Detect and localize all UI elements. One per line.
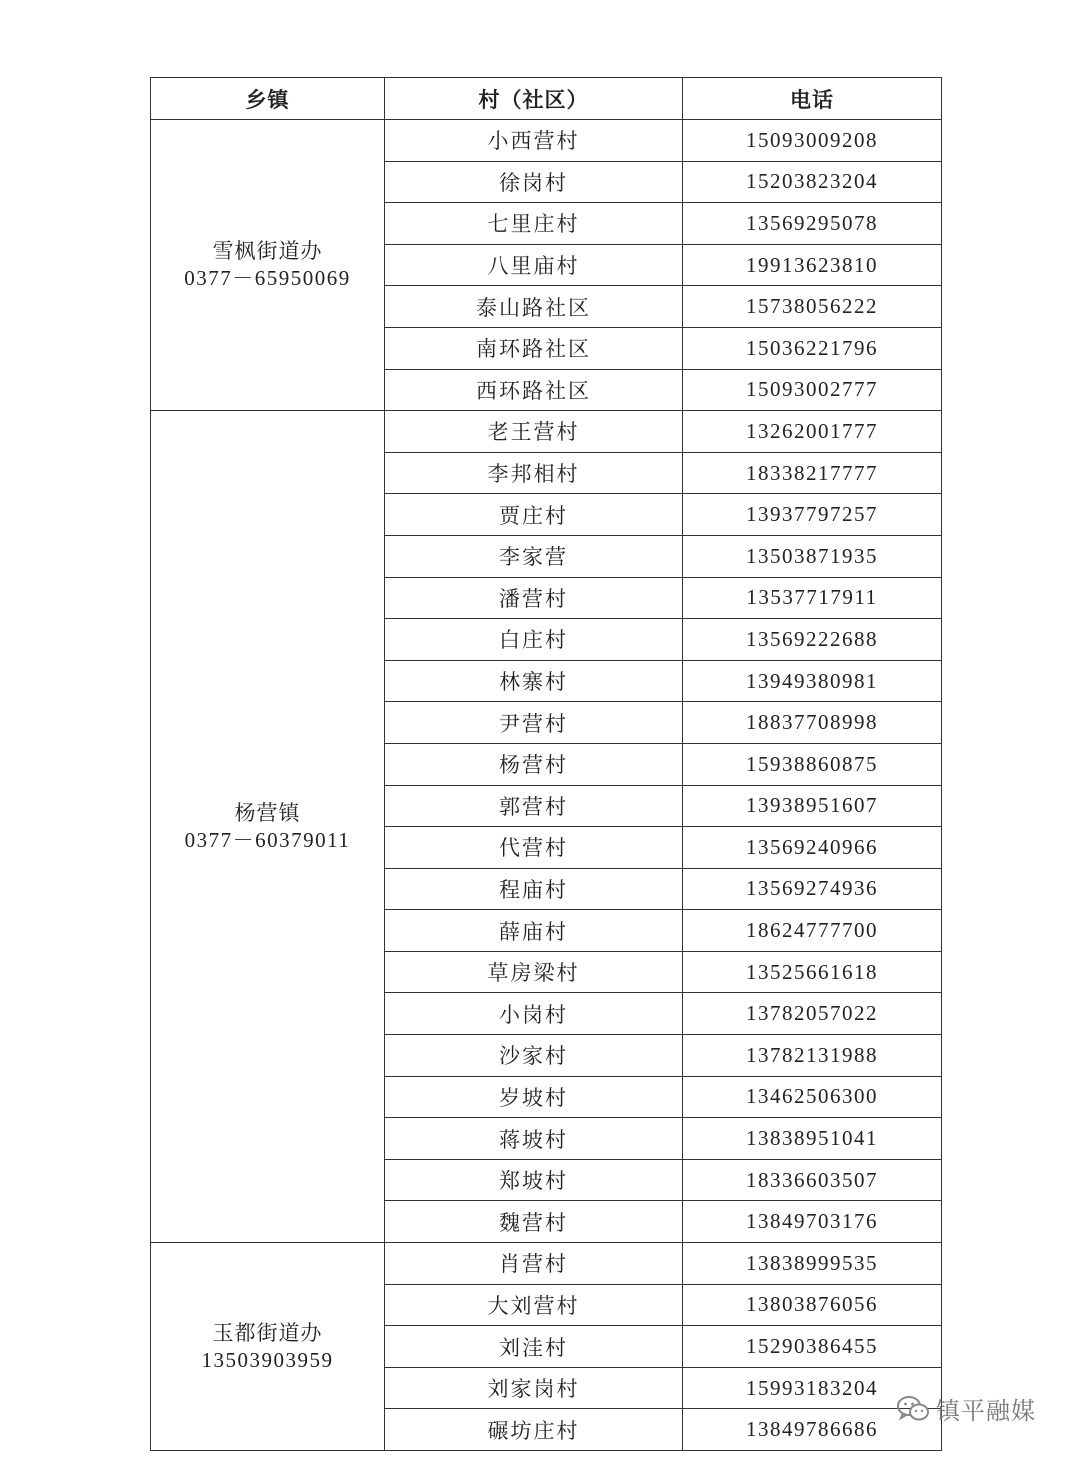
village-cell: 白庄村 (385, 619, 683, 661)
wechat-icon (896, 1394, 930, 1424)
village-cell: 泰山路社区 (385, 286, 683, 328)
town-phone: 0377－60379011 (184, 827, 351, 852)
phone-cell: 15093009208 (683, 120, 942, 162)
town-name: 雪枫街道办 (212, 239, 323, 264)
phone-cell: 13569240966 (683, 827, 942, 869)
village-cell: 贾庄村 (385, 494, 683, 536)
phone-cell: 13838951041 (683, 1118, 942, 1160)
village-cell: 潘营村 (385, 577, 683, 619)
phone-cell: 15203823204 (683, 161, 942, 203)
phone-cell: 18624777700 (683, 910, 942, 952)
phone-cell: 18336603507 (683, 1159, 942, 1201)
village-cell: 尹营村 (385, 702, 683, 744)
phone-cell: 15093002777 (683, 369, 942, 411)
header-town: 乡镇 (151, 78, 385, 120)
phone-cell: 15738056222 (683, 286, 942, 328)
table-row (151, 1243, 942, 1285)
village-cell: 草房梁村 (385, 951, 683, 993)
phone-cell: 13462506300 (683, 1076, 942, 1118)
town-cell (151, 411, 385, 1243)
phone-cell: 15993183204 (683, 1367, 942, 1409)
phone-cell: 13537717911 (683, 577, 942, 619)
phone-cell: 13782131988 (683, 1035, 942, 1077)
village-cell: 徐岗村 (385, 161, 683, 203)
village-cell: 大刘营村 (385, 1284, 683, 1326)
phone-cell: 13937797257 (683, 494, 942, 536)
phone-cell: 13949380981 (683, 660, 942, 702)
town-name: 杨营镇 (234, 800, 301, 825)
contact-table (150, 77, 942, 1451)
village-cell: 蒋坡村 (385, 1118, 683, 1160)
table-header-row (151, 78, 942, 120)
village-cell: 八里庙村 (385, 244, 683, 286)
village-cell: 西环路社区 (385, 369, 683, 411)
village-cell: 岁坡村 (385, 1076, 683, 1118)
town-phone: 0377－65950069 (184, 266, 351, 291)
village-cell: 沙家村 (385, 1035, 683, 1077)
phone-cell: 18837708998 (683, 702, 942, 744)
table-body (151, 120, 942, 1451)
phone-cell: 13782057022 (683, 993, 942, 1035)
village-cell: 小西营村 (385, 120, 683, 162)
village-cell: 李家营 (385, 535, 683, 577)
village-cell: 魏营村 (385, 1201, 683, 1243)
phone-cell: 13838999535 (683, 1243, 942, 1285)
phone-cell: 13503871935 (683, 535, 942, 577)
phone-cell: 13525661618 (683, 951, 942, 993)
phone-cell: 13569274936 (683, 868, 942, 910)
phone-cell: 13803876056 (683, 1284, 942, 1326)
town-name: 玉都街道办 (212, 1320, 323, 1345)
village-cell: 程庙村 (385, 868, 683, 910)
phone-cell: 15938860875 (683, 743, 942, 785)
phone-cell: 13849786686 (683, 1409, 942, 1451)
village-cell: 刘家岗村 (385, 1367, 683, 1409)
village-cell: 李邦相村 (385, 452, 683, 494)
header-village: 村（社区） (385, 78, 683, 120)
phone-cell: 15290386455 (683, 1326, 942, 1368)
watermark-text: 镇平融媒 (936, 1397, 1036, 1425)
village-cell: 碾坊庄村 (385, 1409, 683, 1451)
town-phone: 13503903959 (201, 1347, 334, 1372)
town-cell (151, 120, 385, 411)
phone-cell: 19913623810 (683, 244, 942, 286)
town-cell (151, 1243, 385, 1451)
phone-cell: 13262001777 (683, 411, 942, 453)
village-cell: 代营村 (385, 827, 683, 869)
header-phone: 电话 (683, 78, 942, 120)
table-row (151, 120, 942, 162)
village-cell: 老王营村 (385, 411, 683, 453)
village-cell: 小岗村 (385, 993, 683, 1035)
phone-cell: 13849703176 (683, 1201, 942, 1243)
village-cell: 肖营村 (385, 1243, 683, 1285)
village-cell: 林寨村 (385, 660, 683, 702)
village-cell: 七里庄村 (385, 203, 683, 245)
phone-cell: 18338217777 (683, 452, 942, 494)
village-cell: 南环路社区 (385, 327, 683, 369)
phone-cell: 15036221796 (683, 327, 942, 369)
table-row (151, 411, 942, 453)
village-cell: 杨营村 (385, 743, 683, 785)
village-cell: 郑坡村 (385, 1159, 683, 1201)
watermark (896, 1391, 1036, 1426)
village-cell: 郭营村 (385, 785, 683, 827)
phone-cell: 13569222688 (683, 619, 942, 661)
village-cell: 刘洼村 (385, 1326, 683, 1368)
phone-cell: 13938951607 (683, 785, 942, 827)
village-cell: 薛庙村 (385, 910, 683, 952)
phone-cell: 13569295078 (683, 203, 942, 245)
